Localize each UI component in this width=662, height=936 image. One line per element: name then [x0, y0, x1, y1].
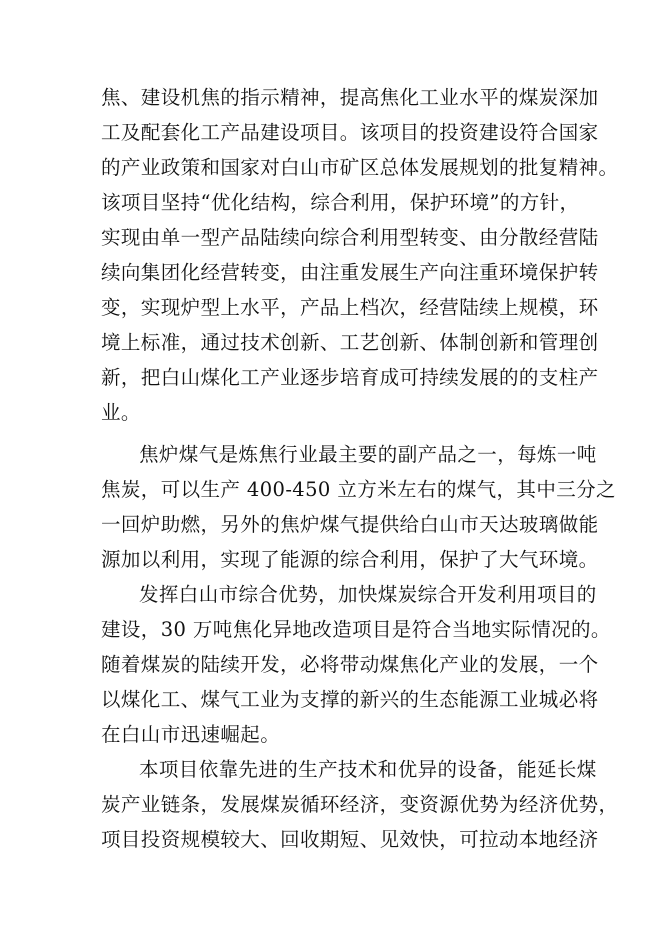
text-line: 的产业政策和国家对白山市矿区总体发展规划的批复精神。: [101, 156, 619, 179]
text-line: 业。: [101, 401, 141, 424]
text-line: 炭产业链条，发展煤炭循环经济，变资源优势为经济优势，: [101, 793, 619, 816]
text-line: 焦、建设机焦的指示精神，提高焦化工业水平的煤炭深加: [101, 86, 599, 109]
text-line: 新，把白山煤化工产业逐步培育成可持续发展的的支柱产: [101, 366, 599, 389]
text-line: 该项目坚持“优化结构，综合利用，保护环境”的方针，: [101, 191, 580, 214]
text-line: 实现由单一型产品陆续向综合利用型转变、由分散经营陆: [101, 226, 599, 249]
text-line: 项目投资规模较大、回收期短、见效快，可拉动本地经济: [101, 828, 599, 851]
text-line: 在白山市迅速崛起。: [101, 723, 281, 746]
text-line: 建设，30 万吨焦化异地改造项目是符合当地实际情况的。: [101, 618, 611, 641]
text-line: 一回炉助燃，另外的焦炉煤气提供给白山市天达玻璃做能: [101, 513, 599, 536]
text-line: 工及配套化工产品建设项目。该项目的投资建设符合国家: [101, 121, 599, 144]
text-line: 以煤化工、煤气工业为支撑的新兴的生态能源工业城必将: [101, 688, 599, 711]
text-line: 发挥白山市综合优势，加快煤炭综合开发利用项目的: [139, 583, 597, 606]
text-line: 境上标准，通过技术创新、工艺创新、体制创新和管理创: [101, 331, 599, 354]
text-line: 焦炭，可以生产 400-450 立方米左右的煤气，其中三分之: [101, 478, 616, 501]
text-line: 本项目依靠先进的生产技术和优异的设备，能延长煤: [139, 758, 597, 781]
text-line: 变，实现炉型上水平，产品上档次，经营陆续上规模，环: [101, 296, 599, 319]
text-line: 续向集团化经营转变，由注重发展生产向注重环境保护转: [101, 261, 599, 284]
text-line: 随着煤炭的陆续开发，必将带动煤焦化产业的发展，一个: [101, 653, 599, 676]
text-line: 源加以利用，实现了能源的综合利用，保护了大气环境。: [101, 548, 599, 571]
text-line: 焦炉煤气是炼焦行业最主要的副产品之一，每炼一吨: [139, 443, 597, 466]
